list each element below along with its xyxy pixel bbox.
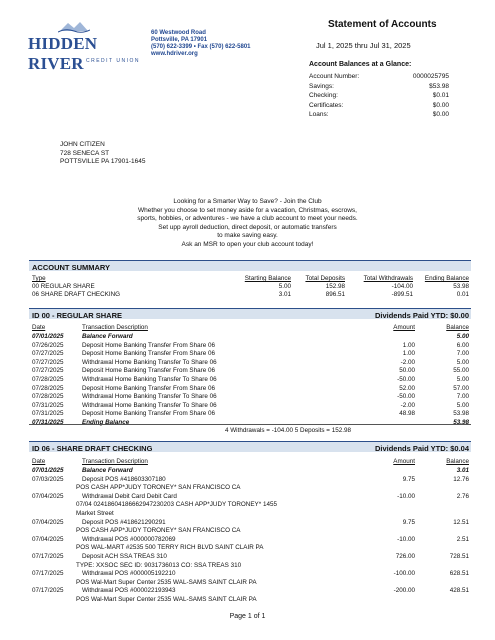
- share-dividends: Dividends Paid YTD: $0.00: [374, 310, 469, 320]
- share-title: ID 00 - REGULAR SHARE: [32, 310, 123, 320]
- balance-row: [309, 91, 449, 101]
- transaction-row: [32, 419, 469, 427]
- transaction-row: [32, 467, 469, 475]
- share-col-date: Date: [32, 324, 46, 331]
- balances-title: Account Balances at a Glance:: [309, 61, 412, 68]
- checking-col-amount: Amount: [393, 458, 415, 465]
- address-phone: (570) 622-3399 • Fax (570) 622-5801: [151, 44, 251, 50]
- transaction-description: Deposit POS #418603307180: [82, 475, 166, 483]
- transaction-row: [32, 501, 469, 509]
- checking-header-bar: [29, 441, 471, 452]
- share-column-headers: [32, 324, 469, 332]
- transaction-date: 07/26/2025: [32, 341, 64, 349]
- transaction-description: Deposit Home Banking Transfer From Share 06: [82, 410, 215, 418]
- balance-value: $53.98: [429, 82, 449, 90]
- transaction-balance: 6.00: [456, 341, 469, 349]
- transaction-balance: 7.00: [456, 350, 469, 358]
- transaction-date: 07/17/2025: [32, 570, 64, 578]
- transaction-description: Deposit ACH SSA TREAS 310: [82, 553, 167, 560]
- transaction-row: [32, 562, 469, 570]
- transaction-description: Withdrawal Home Banking Transfer To Share 06: [82, 358, 217, 366]
- statement-title: Statement of Accounts: [328, 19, 437, 30]
- credit-union-address: [151, 30, 251, 58]
- transaction-balance: 55.00: [453, 367, 469, 375]
- transaction-amount: 52.00: [399, 384, 415, 392]
- checking-col-desc: Transaction Description: [82, 458, 148, 465]
- balance-row: [309, 110, 449, 120]
- checking-column-headers: [32, 458, 469, 466]
- member-name: JOHN CITIZEN: [60, 141, 105, 148]
- transaction-balance: 5.00: [456, 358, 469, 366]
- transaction-description: POS CASH APP*JUDY TORONEY* SAN FRANCISCO CA: [76, 527, 241, 535]
- transaction-date: 07/27/2025: [32, 350, 64, 358]
- share-col-desc: Transaction Description: [82, 324, 148, 331]
- transaction-row: [32, 350, 469, 358]
- transaction-date: 07/28/2025: [32, 376, 64, 383]
- transaction-amount: -200.00: [393, 587, 415, 595]
- balance-label: Loans:: [309, 111, 329, 118]
- transaction-amount: 1.00: [402, 350, 415, 358]
- balance-value: $0.01: [432, 92, 449, 99]
- transaction-balance: 428.51: [449, 587, 469, 595]
- transaction-balance: 53.98: [453, 419, 469, 426]
- page-number: Page 1 of 1: [229, 613, 266, 620]
- transaction-row: [32, 385, 469, 393]
- transaction-amount: -100.00: [393, 570, 415, 578]
- transaction-description: Deposit Home Banking Transfer From Share 06: [82, 367, 215, 375]
- transaction-balance: 57.00: [453, 384, 469, 392]
- summary-withdrawals: -899.51: [391, 291, 413, 298]
- transaction-balance: 12.51: [453, 518, 469, 526]
- balance-label: Certificates:: [309, 101, 344, 109]
- balance-row: [309, 101, 449, 111]
- transaction-balance: 728.51: [449, 553, 469, 560]
- logo-subtitle: CREDIT UNION: [86, 58, 141, 64]
- credit-union-logo: [28, 22, 148, 72]
- transaction-date: 07/04/2025: [32, 535, 64, 543]
- address-city: Pottsville, PA 17901: [151, 37, 208, 43]
- transaction-row: [32, 359, 469, 367]
- transaction-description: Deposit Home Banking Transfer From Share 06: [82, 350, 215, 358]
- promo-line: Whether you choose to set money aside for a vacation, Christmas, escrows,: [138, 206, 357, 214]
- transaction-description: Withdrawal Home Banking Transfer To Share 06: [82, 376, 217, 383]
- share-divider: [29, 424, 471, 425]
- transaction-amount: 1.00: [402, 341, 415, 349]
- promo-line: Set upp ayroll deduction, direct deposit, or automatic transfers: [158, 223, 337, 231]
- balance-row: [309, 82, 449, 92]
- transaction-description: Withdrawal Home Banking Transfer To Share 06: [82, 393, 217, 401]
- transaction-description: POS CASH APP*JUDY TORONEY* SAN FRANCISCO CA: [76, 484, 241, 492]
- checking-col-balance: Balance: [446, 458, 469, 465]
- summary-deposits: 896.51: [325, 291, 345, 298]
- transaction-description: Withdrawal POS #000005192210: [82, 570, 176, 578]
- transaction-row: [32, 393, 469, 401]
- transaction-balance: 53.98: [453, 410, 469, 418]
- transaction-row: [32, 376, 469, 384]
- logo-wordmark: HIDDEN RIVER: [28, 34, 98, 73]
- summary-col-deposits: Total Deposits: [305, 275, 345, 282]
- transaction-balance: 628.51: [449, 570, 469, 578]
- transaction-description: TYPE: XXSOC SEC ID: 9031736013 CO: SSA TREAS 310: [76, 561, 242, 569]
- transaction-date: 07/31/2025: [32, 419, 64, 426]
- member-city: POTTSVILLE PA 17901-1645: [60, 158, 146, 165]
- transaction-description: Withdrawal POS #000022193943: [82, 587, 176, 595]
- checking-col-date: Date: [32, 458, 46, 465]
- transaction-date: 07/27/2025: [32, 358, 64, 366]
- transaction-date: 07/04/2025: [32, 518, 64, 526]
- transaction-row: [32, 510, 469, 518]
- transaction-amount: -10.00: [397, 492, 415, 500]
- address-web: www.hdriver.org: [151, 51, 198, 57]
- transaction-row: [32, 519, 469, 527]
- summary-start: 5.00: [278, 283, 291, 290]
- summary-col-type: Type: [32, 275, 46, 282]
- summary-title: ACCOUNT SUMMARY: [32, 262, 111, 272]
- transaction-balance: 12.76: [453, 475, 469, 483]
- balance-row: [309, 72, 449, 82]
- transaction-row: [32, 527, 469, 535]
- transaction-amount: 9.75: [402, 475, 415, 483]
- balance-value: 0000025795: [412, 73, 449, 80]
- transaction-description: Market Street: [76, 510, 114, 517]
- summary-row: [32, 291, 469, 299]
- transaction-amount: -2.00: [400, 358, 415, 366]
- transaction-date: 07/03/2025: [32, 475, 64, 483]
- promo-message: [80, 198, 415, 250]
- summary-deposits: 152.98: [325, 283, 345, 290]
- balance-value: $0.00: [432, 111, 449, 118]
- member-address: [60, 141, 146, 167]
- transaction-date: 07/28/2025: [32, 384, 64, 392]
- share-header-bar: [29, 308, 471, 319]
- transaction-row: [32, 476, 469, 484]
- balance-label: Savings:: [309, 82, 334, 90]
- transaction-description: Balance Forward: [82, 467, 133, 474]
- balance-label: Checking:: [309, 92, 338, 99]
- transaction-description: POS WAL-MART #2535 500 TERRY RICH BLVD SAINT CLAIR PA: [76, 544, 264, 552]
- summary-ending: 0.01: [456, 291, 469, 298]
- statement-period: Jul 1, 2025 thru Jul 31, 2025: [316, 41, 411, 50]
- checking-dividends: Dividends Paid YTD: $0.04: [374, 443, 469, 453]
- transaction-row: [32, 342, 469, 350]
- balance-label: Account Number:: [309, 73, 360, 80]
- share-col-amount: Amount: [393, 324, 415, 331]
- share-col-balance: Balance: [446, 324, 469, 331]
- transaction-description: 07/04 02418604186662947230203 CASH APP*JUDY TORONEY* 1455: [76, 501, 277, 509]
- transaction-date: 07/01/2025: [32, 333, 64, 340]
- summary-col-withdrawals: Total Withdrawals: [363, 275, 413, 282]
- transaction-amount: 50.00: [399, 367, 415, 375]
- transaction-description: Withdrawal Debit Card Debit Card: [82, 492, 177, 500]
- river-logo-icon: [58, 19, 90, 33]
- transaction-date: 07/17/2025: [32, 553, 64, 560]
- transaction-row: [32, 596, 469, 604]
- promo-line: Looking for a Smarter Way to Save? - Join the Club: [173, 198, 322, 205]
- transaction-balance: 2.76: [456, 492, 469, 500]
- summary-withdrawals: -104.00: [391, 283, 413, 290]
- summary-col-start: Starting Balance: [244, 275, 291, 282]
- summary-type: 06 SHARE DRAFT CHECKING: [32, 291, 121, 298]
- transaction-row: [32, 367, 469, 375]
- transaction-balance: 5.00: [456, 333, 469, 340]
- transaction-date: 07/01/2025: [32, 467, 64, 474]
- balance-value: $0.00: [432, 101, 449, 109]
- transaction-balance: 5.00: [456, 376, 469, 383]
- summary-row: [32, 283, 469, 291]
- transaction-row: [32, 410, 469, 418]
- member-street: 728 SENECA ST: [60, 149, 110, 157]
- summary-column-headers: [32, 275, 469, 283]
- transaction-date: 07/28/2025: [32, 393, 64, 401]
- transaction-description: Withdrawal POS #000000782069: [82, 535, 176, 543]
- summary-col-ending: Ending Balance: [424, 275, 469, 282]
- checking-title: ID 06 - SHARE DRAFT CHECKING: [32, 443, 153, 453]
- transaction-description: Deposit Home Banking Transfer From Share 06: [82, 384, 215, 392]
- transaction-row: [32, 587, 469, 595]
- transaction-description: Ending Balance: [82, 419, 130, 426]
- balances-table: [309, 72, 449, 120]
- promo-line: Ask an MSR to open your club account today!: [181, 240, 314, 248]
- transaction-description: Balance Forward: [82, 333, 133, 340]
- address-street: 60 Westwood Road: [151, 30, 206, 36]
- summary-header-bar: [29, 260, 471, 271]
- summary-start: 3.01: [278, 291, 291, 298]
- transaction-amount: -50.00: [397, 393, 415, 401]
- transaction-date: 07/27/2025: [32, 367, 64, 375]
- transaction-row: [32, 544, 469, 552]
- transaction-date: 07/17/2025: [32, 587, 64, 595]
- share-totals-row: [32, 427, 469, 435]
- transaction-balance: 5.00: [456, 401, 469, 409]
- transaction-amount: 48.98: [399, 410, 415, 418]
- promo-line: sports, hobbies, or adventures - we have a club account to meet your needs.: [137, 215, 358, 223]
- transaction-date: 07/04/2025: [32, 492, 64, 500]
- transaction-description: Withdrawal Home Banking Transfer To Share 06: [82, 401, 217, 409]
- transaction-balance: 7.00: [456, 393, 469, 401]
- promo-line: to make saving easy.: [217, 232, 278, 240]
- transaction-row: [32, 579, 469, 587]
- share-totals: 4 Withdrawals = -104.00 5 Deposits = 152.98: [224, 427, 351, 434]
- transaction-description: Deposit POS #418621290291: [82, 518, 166, 526]
- transaction-row: [32, 484, 469, 492]
- transaction-date: 07/31/2025: [32, 401, 64, 409]
- transaction-amount: 9.75: [402, 518, 415, 526]
- summary-ending: 53.98: [453, 283, 469, 290]
- transaction-balance: 3.01: [456, 467, 469, 474]
- transaction-row: [32, 402, 469, 410]
- summary-type: 00 REGULAR SHARE: [32, 283, 95, 290]
- transaction-amount: -2.00: [400, 401, 415, 409]
- transaction-row: [32, 536, 469, 544]
- transaction-balance: 2.51: [456, 535, 469, 543]
- transaction-amount: 726.00: [395, 553, 415, 560]
- transaction-description: POS Wal-Mart Super Center 2535 WAL-SAMS SAINT CLAIR PA: [76, 578, 257, 586]
- transaction-amount: -10.00: [397, 535, 415, 543]
- transaction-date: 07/31/2025: [32, 410, 64, 418]
- transaction-row: [32, 333, 469, 341]
- transaction-row: [32, 553, 469, 561]
- transaction-amount: -50.00: [397, 376, 415, 383]
- transaction-description: POS Wal-Mart Super Center 2535 WAL-SAMS SAINT CLAIR PA: [76, 596, 257, 603]
- transaction-row: [32, 493, 469, 501]
- transaction-row: [32, 570, 469, 578]
- transaction-description: Deposit Home Banking Transfer From Share 06: [82, 341, 215, 349]
